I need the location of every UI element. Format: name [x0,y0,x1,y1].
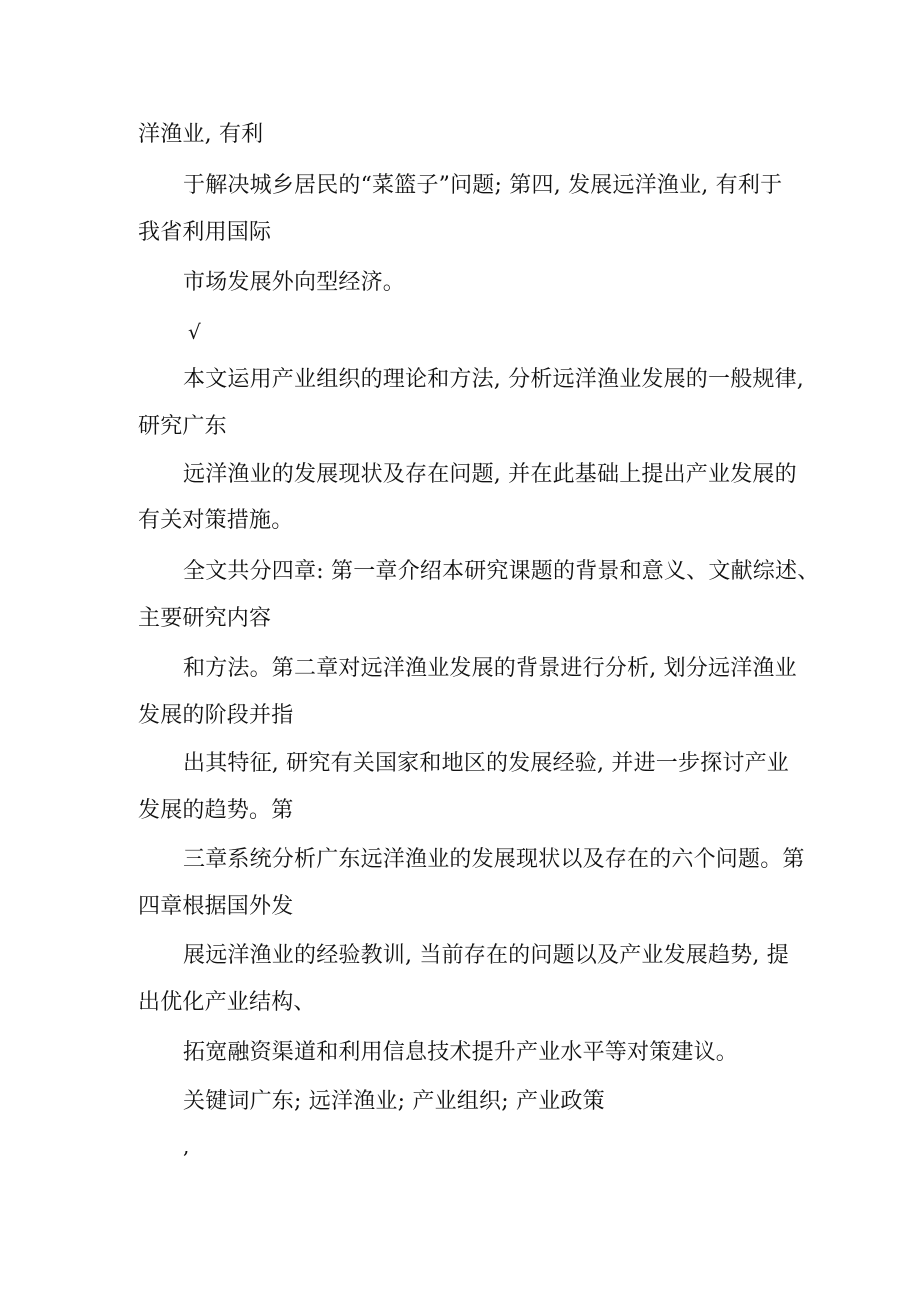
text-line: 主要研究内容 [138,606,272,631]
text-line: 洋渔业, 有利 [138,122,264,147]
text-line: 四章根据国外发 [138,894,294,919]
text-line: 市场发展外向型经济。 [183,270,406,295]
text-line: 出其特征, 研究有关国家和地区的发展经验, 并进一步探讨产业 [183,751,789,776]
text-line: 和方法。第二章对远洋渔业发展的背景进行分析, 划分远洋渔业 [183,656,797,681]
text-line: 于解决城乡居民的“菜篮子”问题; 第四, 发展远洋渔业, 有利于 [183,173,783,198]
text-line: 本文运用产业组织的理论和方法, 分析远洋渔业发展的一般规律, [183,367,804,392]
text-line: 发展的阶段并指 [138,703,294,728]
check-mark: √ [188,320,201,344]
text-line: 发展的趋势。第 [138,798,294,823]
text-line: 我省利用国际 [138,220,272,245]
stray-comma: , [183,1134,190,1158]
text-line: 展远洋渔业的经验教训, 当前存在的问题以及产业发展趋势, 提 [183,943,789,968]
text-line: 研究广东 [138,414,227,439]
text-line: 拓宽融资渠道和利用信息技术提升产业水平等对策建议。 [183,1040,739,1065]
text-line: 三章系统分析广东远洋渔业的发展现状以及存在的六个问题。第 [183,847,805,872]
text-line: 出优化产业结构、 [138,990,316,1015]
keywords-line: 关键词广东; 远洋渔业; 产业组织; 产业政策 [183,1089,605,1114]
text-line: 有关对策措施。 [138,508,294,533]
text-line: 全文共分四章: 第一章介绍本研究课题的背景和意义、文献综述、 [183,559,820,584]
text-line: 远洋渔业的发展现状及存在问题, 并在此基础上提出产业发展的 [183,462,797,487]
